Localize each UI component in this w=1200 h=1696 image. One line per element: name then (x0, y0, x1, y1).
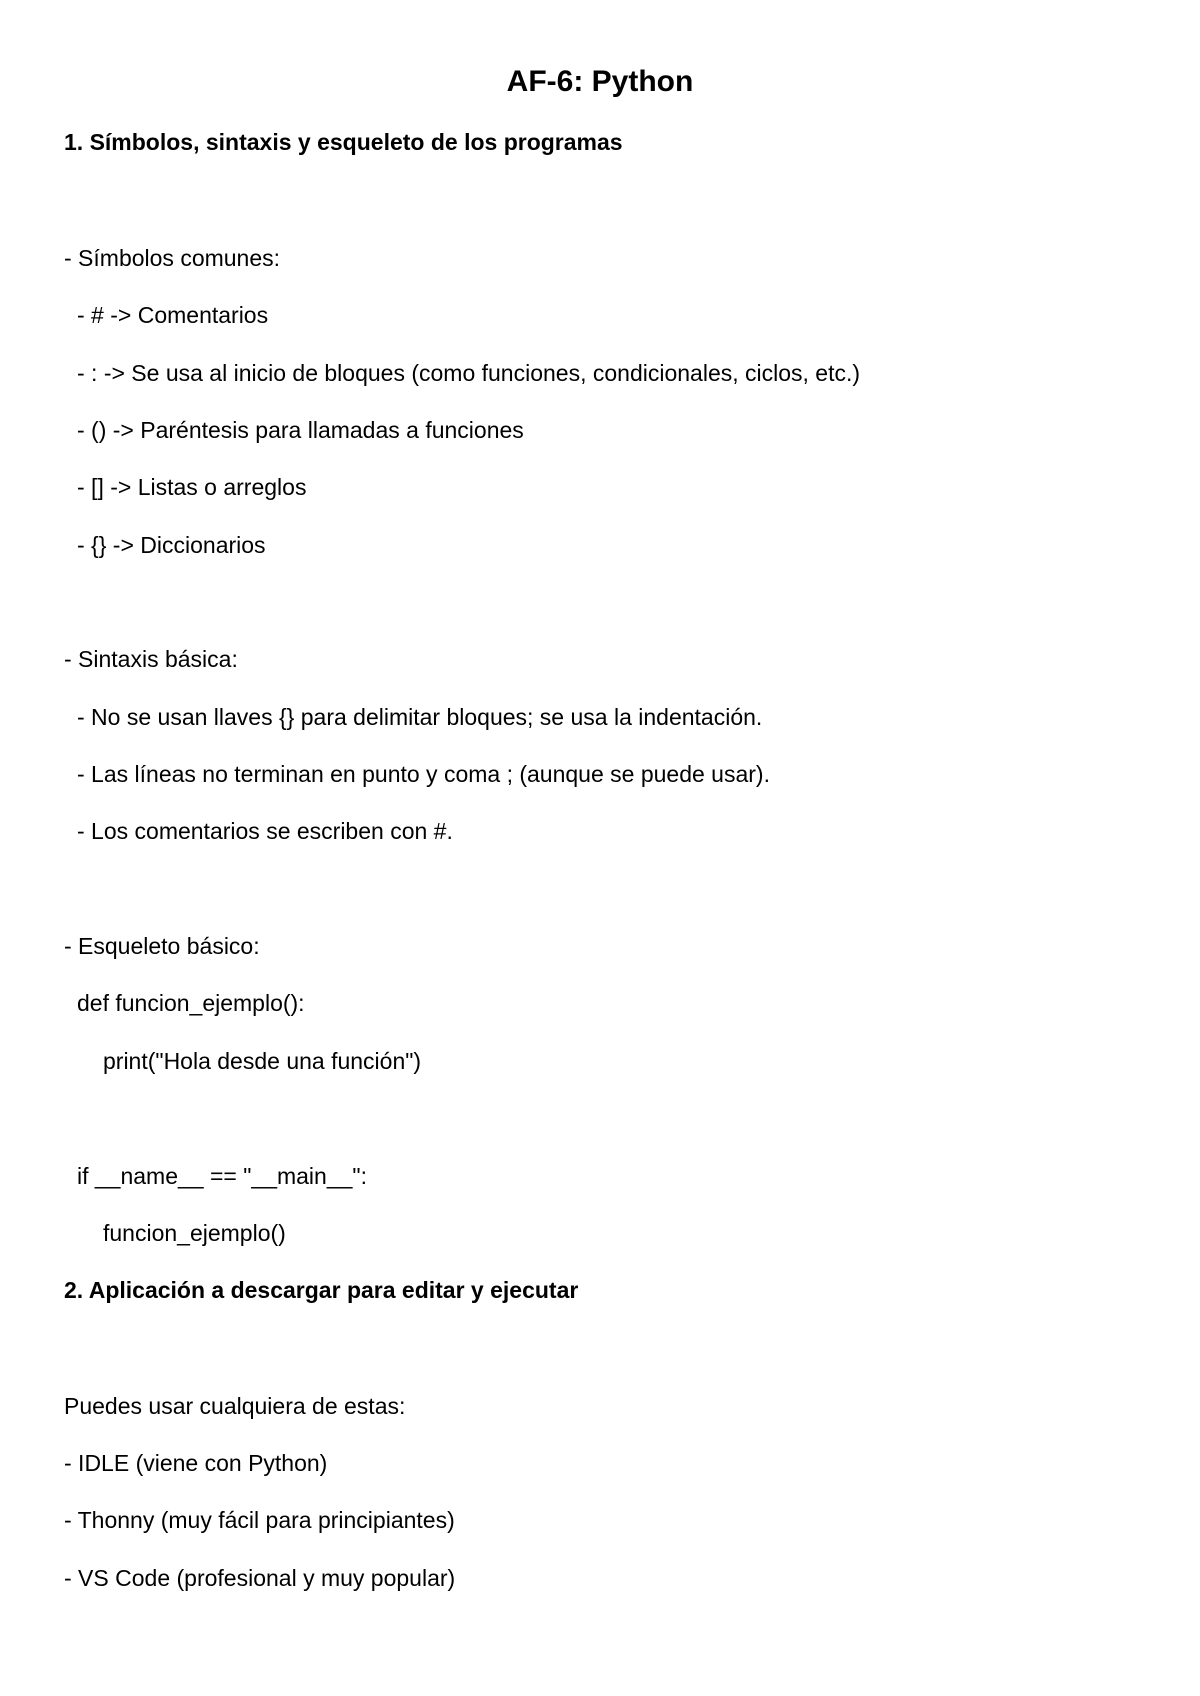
symbol-item: - : -> Se usa al inicio de bloques (como funciones, condicionales, ciclos, etc.) (77, 360, 861, 386)
symbol-item: - # -> Comentarios (77, 302, 269, 328)
code-line: print("Hola desde una función") (103, 1048, 422, 1074)
app-item: - IDLE (viene con Python) (64, 1450, 328, 1476)
syntax-label: - Sintaxis básica: (64, 646, 238, 672)
app-item: - Thonny (muy fácil para principiantes) (64, 1507, 455, 1533)
section-1-heading: 1. Símbolos, sintaxis y esqueleto de los programas (64, 129, 623, 155)
skeleton-label: - Esqueleto básico: (64, 933, 260, 959)
syntax-item: - Las líneas no terminan en punto y coma ; (aunque se puede usar). (77, 761, 770, 787)
section-2-heading: 2. Aplicación a descargar para editar y ejecutar (64, 1277, 579, 1303)
apps-intro: Puedes usar cualquiera de estas: (64, 1393, 406, 1419)
code-line: funcion_ejemplo() (103, 1220, 286, 1246)
syntax-item: - No se usan llaves {} para delimitar bloques; se usa la indentación. (77, 704, 763, 730)
syntax-item: - Los comentarios se escriben con #. (77, 818, 453, 844)
symbols-label: - Símbolos comunes: (64, 245, 281, 271)
code-line: def funcion_ejemplo(): (77, 990, 305, 1016)
symbol-item: - () -> Paréntesis para llamadas a funciones (77, 417, 524, 443)
document-title: AF-6: Python (506, 65, 694, 98)
code-line: if __name__ == "__main__": (77, 1163, 367, 1189)
symbol-item: - [] -> Listas o arreglos (77, 474, 307, 500)
symbol-item: - {} -> Diccionarios (77, 532, 266, 558)
app-item: - VS Code (profesional y muy popular) (64, 1565, 456, 1591)
